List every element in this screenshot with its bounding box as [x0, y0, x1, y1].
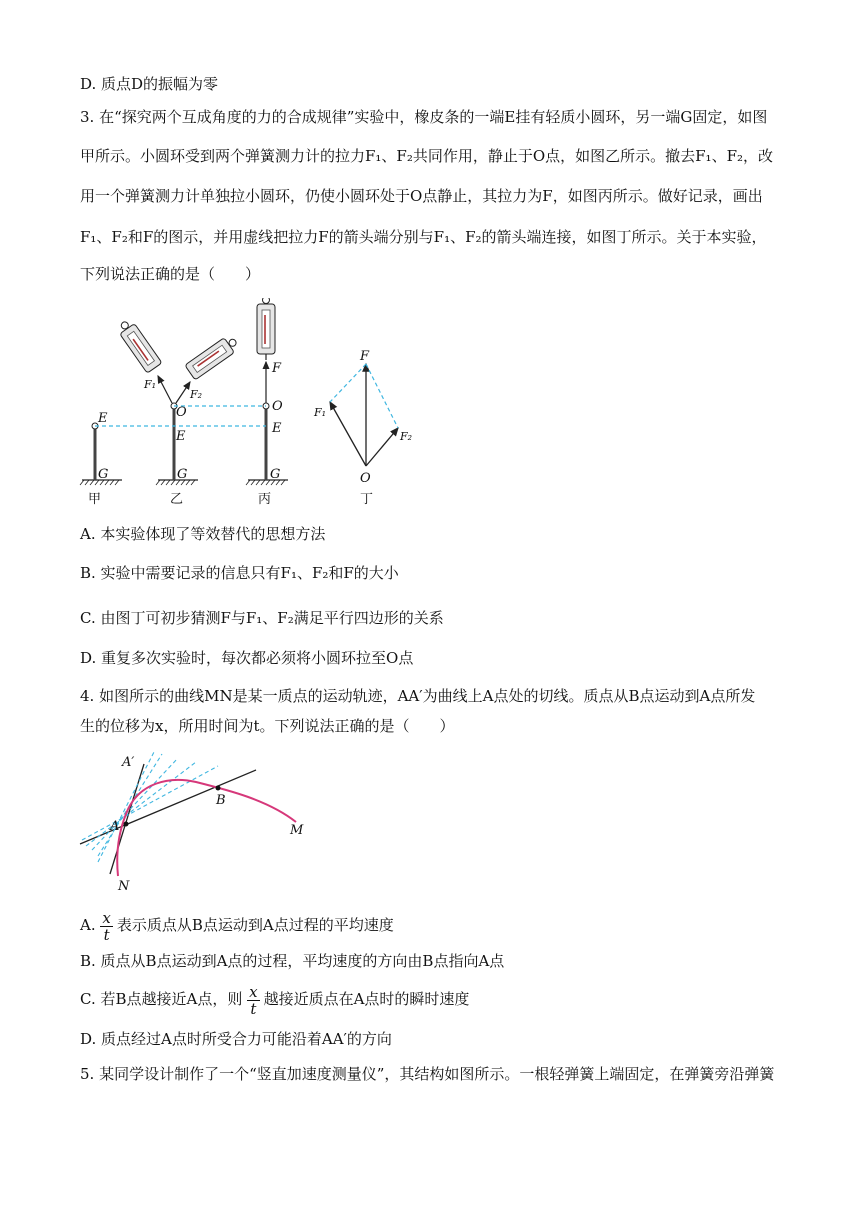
q3-stem-line4: F₁、F₂和F的图示，并用虚线把拉力F的箭头端分别与F₁、F₂的箭头端连接，如图丁所示。关于本实验， [80, 228, 767, 246]
q4-stem-line1: 4. 如图所示的曲线MN是某一质点的运动轨迹，AA′为曲线上A点处的切线。质点从B点运动到A点所发 [80, 687, 756, 705]
q4-option-b: B. 质点从B点运动到A点的过程，平均速度的方向由B点指向A点 [80, 952, 505, 970]
frac-numerator-c: x [249, 982, 258, 1001]
label-B: B [216, 793, 226, 808]
label-Aprime: A′ [122, 755, 135, 770]
q5-stem-line1: 5. 某同学设计制作了一个“竖直加速度测量仪”，其结构如图所示。一根轻弹簧上端固定，在弹簧旁沿弹簧 [80, 1065, 775, 1083]
label-M: M [290, 823, 304, 838]
label-jia: 甲 [88, 492, 102, 507]
label-F-bing: F [272, 361, 282, 376]
q4-option-a [80, 906, 394, 944]
frac-denominator: t [103, 925, 110, 944]
q3-stem-line2: 甲所示。小圆环受到两个弹簧测力计的拉力F₁、F₂共同作用，静止于O点，如图乙所示。撤去F₁、F₂，改 [80, 147, 773, 165]
fraction-x-over-t-c [247, 984, 259, 1017]
label-G-bing: G [270, 467, 281, 482]
q4-option-c [80, 980, 469, 1018]
label-G-jia: G [98, 467, 109, 482]
label-O-ding: O [360, 471, 371, 486]
label-E-bing: E [272, 421, 282, 436]
q3-stem-line1: 3. 在“探究两个互成角度的力的合成规律”实验中，橡皮条的一端E挂有轻质小圆环，另一端G固定，如图 [80, 108, 768, 126]
q4-option-a-text: 表示质点从B点运动到A点过程的平均速度 [116, 916, 394, 934]
frac-numerator: x [102, 908, 111, 927]
q3-stem-line3: 用一个弹簧测力计单独拉小圆环，仍使小圆环处于O点静止，其拉力为F，如图丙所示。做好记录，画出 [80, 187, 763, 205]
label-F2-yi: F₂ [190, 388, 203, 401]
label-O-yi: O [176, 405, 187, 420]
q4-figure [78, 752, 318, 896]
q4-option-c-text: 越接近质点在A点时的瞬时速度 [263, 990, 470, 1008]
label-F2-ding: F₂ [400, 430, 413, 443]
label-A: A [110, 819, 120, 834]
q4-stem-line2: 生的位移为x，所用时间为t。下列说法正确的是（ ） [80, 717, 455, 735]
q3-option-b: B. 实验中需要记录的信息只有F₁、F₂和F的大小 [80, 564, 399, 582]
label-F1-yi: F₁ [144, 378, 157, 391]
q4-option-a-prefix: A. [80, 916, 96, 934]
frac-denominator-c: t [250, 999, 257, 1018]
label-yi: 乙 [170, 492, 184, 507]
label-G-yi: G [177, 467, 188, 482]
label-O-bing: O [272, 399, 283, 414]
q3-option-c: C. 由图丁可初步猜测F与F₁、F₂满足平行四边形的关系 [80, 609, 444, 627]
q3-stem-line5: 下列说法正确的是（ ） [80, 265, 261, 283]
label-N: N [118, 879, 130, 894]
label-bing: 丙 [258, 492, 272, 507]
q3-figure [78, 298, 438, 510]
q4-option-c-prefix: C. 若B点越接近A点，则 [80, 990, 243, 1008]
label-F-ding: F [360, 349, 370, 364]
q3-option-a: A. 本实验体现了等效替代的思想方法 [80, 525, 326, 543]
fraction-x-over-t [100, 910, 112, 943]
q2-option-d: D. 质点D的振幅为零 [80, 75, 219, 93]
label-E-yi: E [176, 429, 186, 444]
label-E-jia: E [98, 411, 108, 426]
label-F1-ding: F₁ [314, 406, 327, 419]
q3-option-d: D. 重复多次实验时，每次都必须将小圆环拉至O点 [80, 649, 414, 667]
q4-option-d: D. 质点经过A点时所受合力可能沿着AA′的方向 [80, 1030, 392, 1048]
label-ding: 丁 [360, 492, 374, 507]
